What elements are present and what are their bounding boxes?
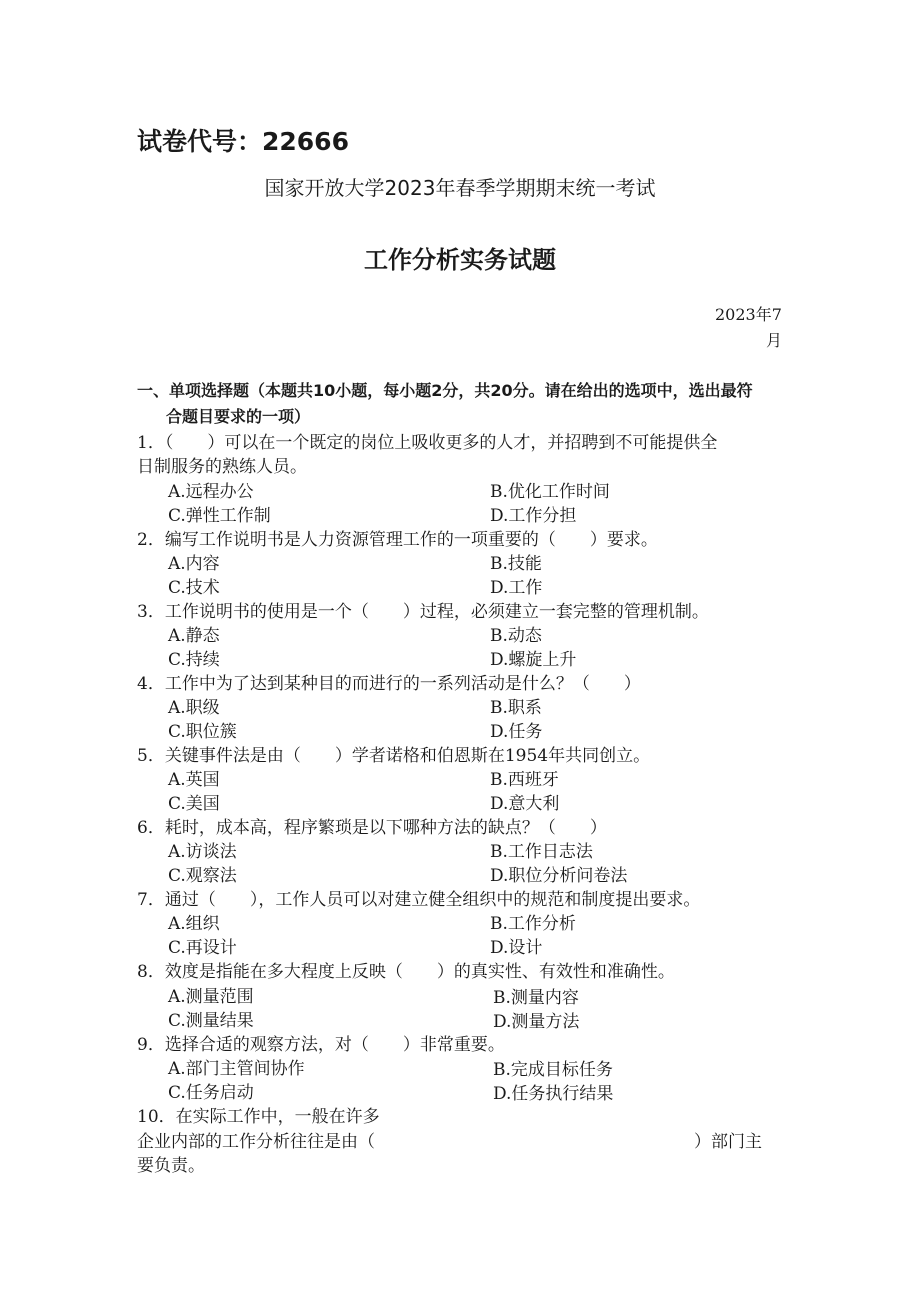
question-6-option-d: D.职位分析问卷法 [490, 866, 628, 886]
paper-code: 试卷代号：22666 [137, 127, 349, 156]
question-5-option-c: C.美国 [168, 794, 220, 814]
question-10-stem-cont: 企业内部的工作分析往往是由（ [137, 1132, 375, 1152]
question-4-stem: 4．工作中为了达到某种目的而进行的一系列活动是什么？（ ） [137, 674, 641, 694]
university-exam-line: 国家开放大学2023年春季学期期末统一考试 [264, 176, 656, 200]
question-3-option-d: D.螺旋上升 [490, 650, 577, 670]
question-9-option-c: C.任务启动 [168, 1083, 254, 1103]
question-4-option-c: C.职位簇 [168, 722, 237, 742]
question-8-option-d: D.测量方法 [493, 1012, 580, 1032]
question-2-stem: 2．编写工作说明书是人力资源管理工作的一项重要的（ ）要求。 [137, 530, 658, 550]
question-8-stem: 8．效度是指能在多大程度上反映（ ）的真实性、有效性和准确性。 [137, 962, 675, 982]
section-heading: 一、单项选择题（本题共10小题，每小题2分，共20分。请在给出的选项中，选出最符 [137, 381, 753, 400]
question-5-stem: 5．关键事件法是由（ ）学者诺格和伯恩斯在1954年共同创立。 [137, 746, 651, 766]
exam-date-line2: 月 [766, 331, 783, 350]
question-2-option-c: C.技术 [168, 578, 220, 598]
question-5-option-b: B.西班牙 [490, 770, 559, 790]
section-heading-cont: 合题目要求的一项） [166, 407, 311, 426]
question-4-option-a: A.职级 [168, 698, 220, 718]
question-3-stem: 3．工作说明书的使用是一个（ ）过程，必须建立一套完整的管理机制。 [137, 602, 709, 622]
question-3-option-a: A.静态 [168, 626, 220, 646]
question-1-stem-cont: 日制服务的熟练人员。 [137, 457, 307, 477]
question-7-option-a: A.组织 [168, 914, 220, 934]
question-10-stem: 10．在实际工作中，一般在许多 [137, 1107, 380, 1127]
question-1-option-b: B.优化工作时间 [490, 482, 610, 502]
question-6-stem: 6．耗时，成本高，程序繁琐是以下哪种方法的缺点？（ ） [137, 818, 607, 838]
question-9-stem: 9．选择合适的观察方法，对（ ）非常重要。 [137, 1035, 505, 1055]
question-7-option-b: B.工作分析 [490, 914, 576, 934]
question-2-option-a: A.内容 [168, 554, 220, 574]
question-10-stem-cont-right: ）部门主 [694, 1132, 762, 1152]
question-5-option-d: D.意大利 [490, 794, 560, 814]
question-6-option-b: B.工作日志法 [490, 842, 593, 862]
question-8-option-b: B.测量内容 [493, 988, 579, 1008]
question-9-option-a: A.部门主管间协作 [168, 1059, 305, 1079]
question-4-option-b: B.职系 [490, 698, 542, 718]
question-10-stem-end: 要负责。 [137, 1156, 205, 1176]
question-8-option-c: C.测量结果 [168, 1011, 254, 1031]
question-5-option-a: A.英国 [168, 770, 220, 790]
question-7-option-d: D.设计 [490, 938, 543, 958]
question-6-option-a: A.访谈法 [168, 842, 237, 862]
question-7-stem: 7．通过（ ），工作人员可以对建立健全组织中的规范和制度提出要求。 [137, 890, 701, 910]
question-4-option-d: D.任务 [490, 722, 543, 742]
question-9-option-d: D.任务执行结果 [493, 1084, 614, 1104]
question-2-option-b: B.技能 [490, 554, 542, 574]
question-2-option-d: D.工作 [490, 578, 543, 598]
exam-date-line1: 2023年7 [715, 305, 782, 324]
question-9-option-b: B.完成目标任务 [493, 1060, 613, 1080]
question-3-option-b: B.动态 [490, 626, 542, 646]
question-3-option-c: C.持续 [168, 650, 220, 670]
question-7-option-c: C.再设计 [168, 938, 237, 958]
question-8-option-a: A.测量范围 [168, 987, 254, 1007]
question-1-option-a: A.远程办公 [168, 482, 254, 502]
question-1-option-d: D.工作分担 [490, 506, 577, 526]
question-6-option-c: C.观察法 [168, 866, 237, 886]
exam-title: 工作分析实务试题 [364, 246, 556, 274]
question-1-option-c: C.弹性工作制 [168, 506, 271, 526]
question-1-stem: 1．（ ）可以在一个既定的岗位上吸收更多的人才，并招聘到不可能提供全 [137, 433, 718, 453]
